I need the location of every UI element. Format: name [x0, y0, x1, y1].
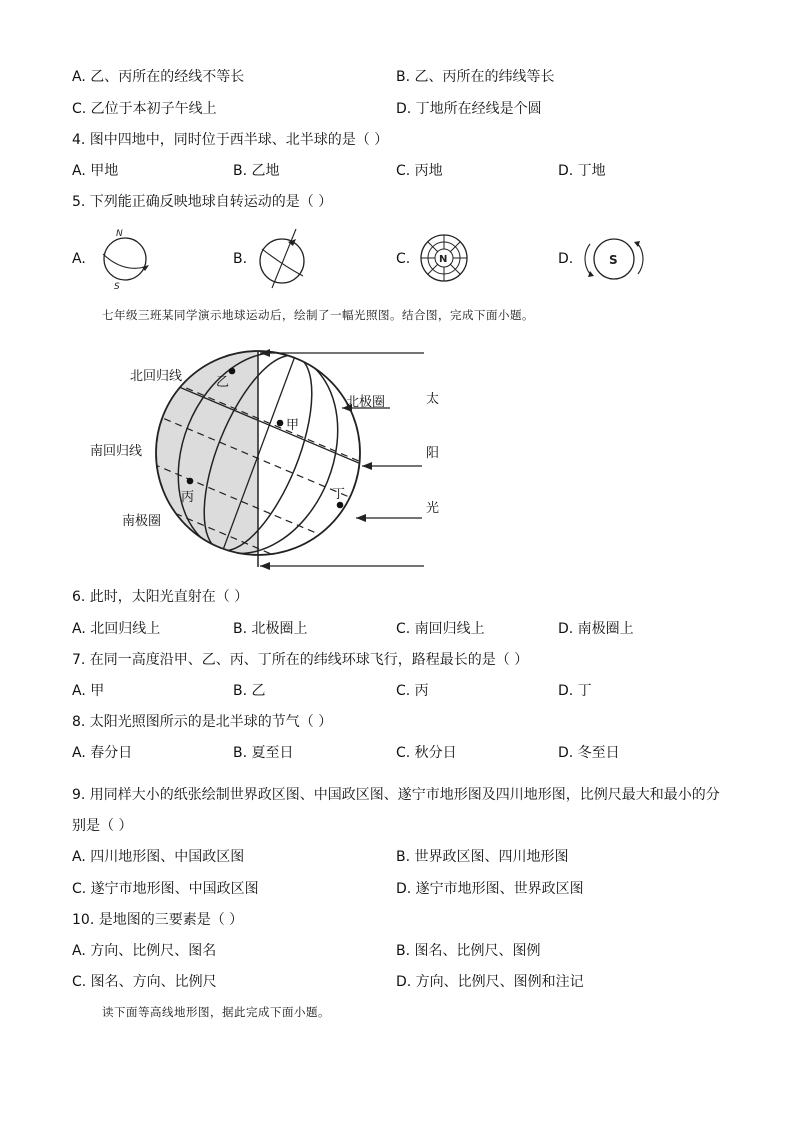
- q5-option-a-label: A.: [72, 251, 86, 267]
- q7-option-a: A. 甲: [72, 683, 105, 699]
- q6-option-c: C. 南回归线上: [396, 621, 485, 637]
- label-south-tropic: 南回归线: [90, 444, 143, 459]
- q10-option-b: B. 图名、比例尺、图例: [396, 943, 541, 959]
- q9-stem-line1: 9. 用同样大小的纸张绘制世界政区图、中国政区图、遂宁市地形图及四川地形图，比例尺最大和最小的分: [72, 787, 720, 803]
- q8-option-d: D. 冬至日: [558, 745, 620, 761]
- label-jia: 甲: [286, 418, 300, 433]
- q5-option-b-globe: [254, 226, 314, 292]
- svg-text:N: N: [116, 229, 123, 239]
- q8-option-c: C. 秋分日: [396, 745, 457, 761]
- q4-option-a: A. 甲地: [72, 163, 119, 179]
- q5-option-d-label: D.: [558, 251, 574, 267]
- q6-stem: 6. 此时，太阳光直射在（ ）: [72, 589, 249, 605]
- q7-stem: 7. 在同一高度沿甲、乙、丙、丁所在的纬线环球飞行，路程最长的是（ ）: [72, 652, 529, 668]
- q9-option-a: A. 四川地形图、中国政区图: [72, 849, 245, 865]
- q10-option-c: C. 图名、方向、比例尺: [72, 974, 217, 990]
- q9-option-c: C. 遂宁市地形图、中国政区图: [72, 881, 259, 897]
- q10-option-a: A. 方向、比例尺、图名: [72, 943, 217, 959]
- section-intro-light-map: 七年级三班某同学演示地球运动后，绘制了一幅光照图。结合图，完成下面小题。: [102, 308, 534, 322]
- q9-option-d: D. 遂宁市地形图、世界政区图: [396, 881, 584, 897]
- point-bing: [187, 478, 194, 485]
- q5-option-d-polar-view: [578, 230, 652, 288]
- q7-option-d: D. 丁: [558, 683, 592, 699]
- section-intro-contour-map: 读下面等高线地形图，据此完成下面小题。: [102, 1005, 330, 1019]
- q10-option-d: D. 方向、比例尺、图例和注记: [396, 974, 584, 990]
- svg-text:N: N: [439, 254, 448, 265]
- q4-stem: 4. 图中四地中，同时位于西半球、北半球的是（ ）: [72, 132, 389, 148]
- q6-option-d: D. 南极圈上: [558, 621, 634, 637]
- q8-stem: 8. 太阳光照图所示的是北半球的节气（ ）: [72, 714, 333, 730]
- svg-text:S: S: [114, 282, 120, 292]
- point-ding: [337, 502, 344, 509]
- q3-option-a: A. 乙、丙所在的经线不等长: [72, 69, 245, 85]
- q3-option-b: B. 乙、丙所在的纬线等长: [396, 69, 555, 85]
- label-north-tropic: 北回归线: [130, 369, 183, 384]
- q6-option-b: B. 北极圈上: [233, 621, 308, 637]
- q5-option-c-polar-view: [418, 232, 470, 284]
- svg-text:S: S: [609, 253, 618, 267]
- q4-option-c: C. 丙地: [396, 163, 443, 179]
- label-antarctic-circle: 南极圈: [122, 514, 162, 529]
- label-sun-3: 光: [426, 501, 440, 516]
- q7-option-b: B. 乙: [233, 683, 266, 699]
- label-sun-1: 太: [426, 392, 440, 407]
- q5-option-a-globe: [96, 226, 156, 292]
- point-yi: [229, 368, 236, 375]
- label-sun-2: 阳: [426, 446, 440, 461]
- q5-option-c-label: C.: [396, 251, 411, 267]
- q5-stem: 5. 下列能正确反映地球自转运动的是（ ）: [72, 194, 333, 210]
- q7-option-c: C. 丙: [396, 683, 429, 699]
- q9-option-b: B. 世界政区图、四川地形图: [396, 849, 569, 865]
- q8-option-b: B. 夏至日: [233, 745, 294, 761]
- q3-option-d: D. 丁地所在经线是个圆: [396, 101, 542, 117]
- q3-option-c: C. 乙位于本初子午线上: [72, 101, 217, 117]
- point-jia: [277, 420, 284, 427]
- label-ding: 丁: [332, 487, 346, 502]
- label-arctic-circle: 北极圈: [346, 395, 386, 410]
- q9-stem-line2: 别是（ ）: [72, 818, 133, 834]
- q5-option-b-label: B.: [233, 251, 248, 267]
- label-bing: 丙: [181, 490, 195, 505]
- label-yi: 乙: [216, 375, 230, 390]
- q4-option-b: B. 乙地: [233, 163, 280, 179]
- q4-option-d: D. 丁地: [558, 163, 606, 179]
- q8-option-a: A. 春分日: [72, 745, 133, 761]
- q6-option-a: A. 北回归线上: [72, 621, 161, 637]
- q10-stem: 10. 是地图的三要素是（ ）: [72, 912, 244, 928]
- illumination-figure: [80, 340, 460, 580]
